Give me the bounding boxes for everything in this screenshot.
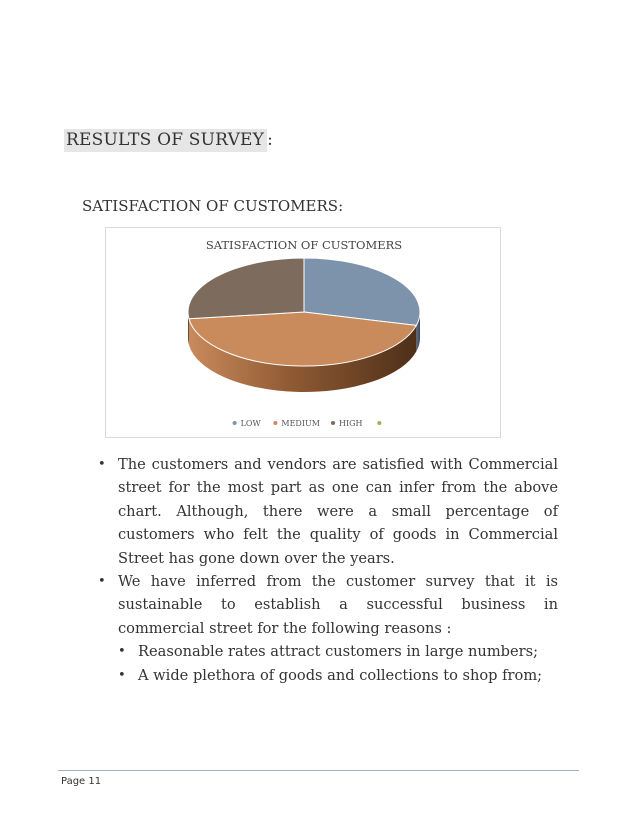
chart-title: SATISFACTION OF CUSTOMERS (205, 238, 403, 252)
bullet-text: We have inferred from the customer survey that it is sustainable to establish a successful business in commercial street for the following reasons : (118, 573, 558, 637)
section-heading-colon: : (267, 130, 274, 150)
legend-marker-blank (377, 421, 381, 425)
legend-label-high: HIGH (339, 419, 363, 428)
legend-label-low: LOW (240, 419, 261, 428)
bullet-text: The customers and vendors are satisfied with Commercial street for the most part as one can infer from the above chart. Although, there were a small percentage of customers who felt the quality of goods in Commercial Street has gone down over the years. (118, 456, 558, 567)
sub-bullet-text: A wide plethora of goods and collections to shop from; (138, 666, 543, 684)
pie-slices (188, 258, 420, 366)
section-heading-text: RESULTS OF SURVEY (64, 129, 267, 152)
legend-marker-medium (273, 421, 277, 425)
sub-list-item (98, 640, 558, 663)
section-heading (64, 130, 273, 150)
pie-chart (105, 227, 501, 438)
bullet-marker: • (98, 457, 106, 472)
bullet-marker: • (118, 644, 126, 660)
bullet-marker: • (98, 574, 106, 590)
list-item (98, 453, 558, 570)
sub-bullet-text: Reasonable rates attract customers in large numbers; (138, 643, 539, 661)
chart-legend (233, 419, 382, 428)
sub-list-item (98, 664, 558, 687)
bullet-marker: • (118, 667, 126, 683)
legend-marker-high (331, 421, 335, 425)
list-item (98, 570, 558, 640)
legend-marker-low (233, 421, 237, 425)
footer-divider (58, 770, 579, 771)
page-number: Page 11 (61, 776, 102, 787)
section-subheading: SATISFACTION OF CUSTOMERS: (82, 197, 344, 215)
bullet-list (98, 453, 558, 687)
pie-slice-high (188, 258, 304, 319)
pie-chart-svg (106, 228, 502, 439)
legend-label-medium: MEDIUM (281, 419, 320, 428)
